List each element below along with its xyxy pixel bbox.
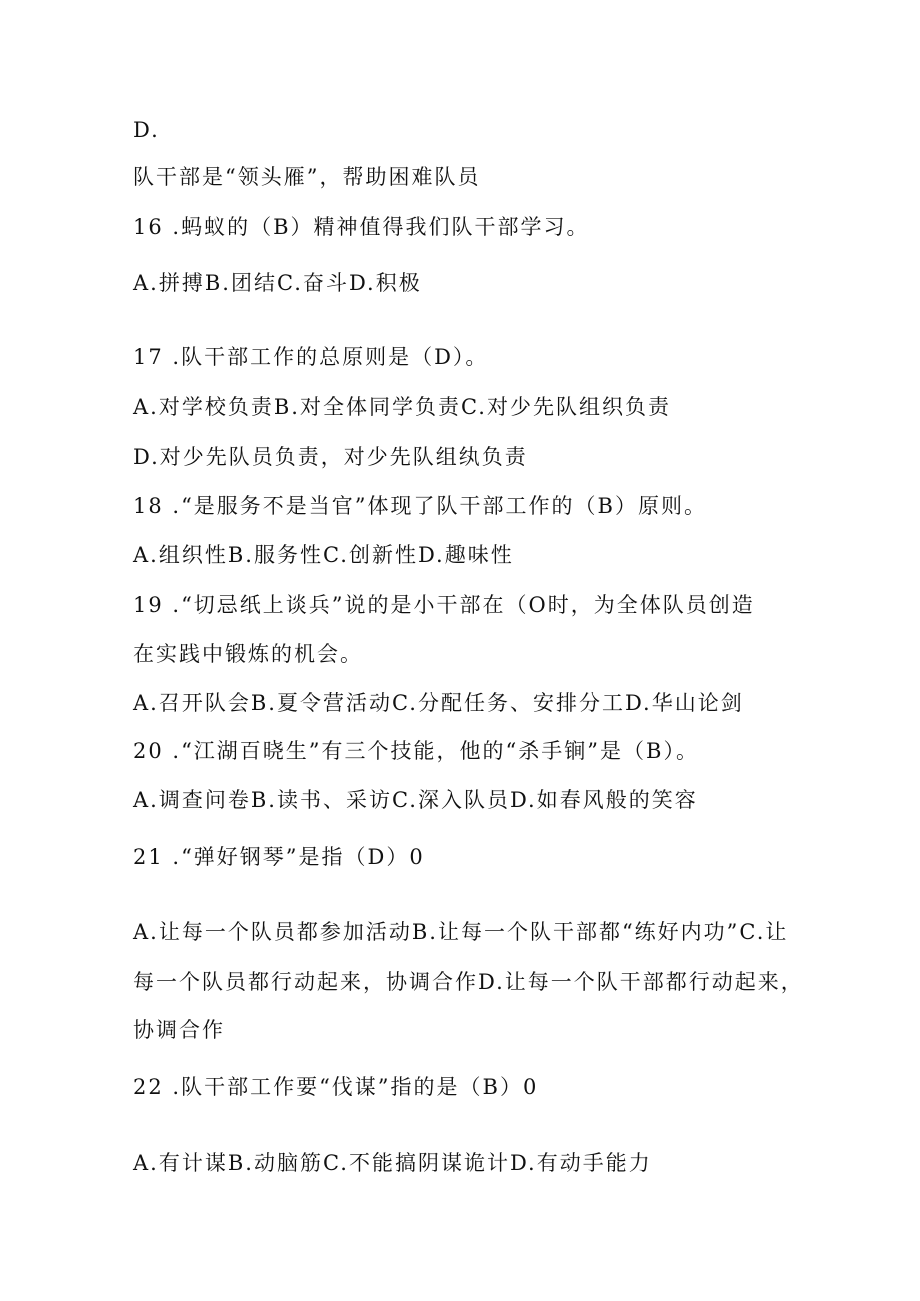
question-19-continued: 在实践中锻炼的机会。 [133, 642, 363, 666]
question-17-options-1: A.对学校负责B.对全体同学负责C.对少先队组织负责 [133, 395, 671, 419]
question-18: 18 .“是服务不是当官”体现了队干部工作的（B）原则。 [133, 494, 707, 518]
answer-text: 队干部是“领头雁”，帮助困难队员 [133, 165, 481, 189]
question-21-options-1: A.让每一个队员都参加活动B.让每一个队干部都“练好内功”C.让 [133, 920, 789, 944]
question-22-options: A.有计谋B.动脑筋C.不能搞阴谋诡计D.有动手能力 [133, 1151, 652, 1175]
question-17: 17 .队干部工作的总原则是（D）。 [133, 345, 489, 369]
question-22: 22 .队干部工作要“伐谋”指的是（B）0 [133, 1075, 539, 1099]
option-d-label: D. [133, 118, 160, 142]
question-21-options-2: 每一个队员都行动起来，协调合作D.让每一个队干部都行动起来， [133, 970, 804, 994]
question-16: 16 .蚂蚁的（B）精神值得我们队干部学习。 [133, 215, 590, 239]
question-17-options-2: D.对少先队员负责，对少先队组纨负责 [133, 445, 528, 469]
question-21: 21 .“弹好钢琴”是指（D）0 [133, 845, 425, 869]
question-20: 20 .“江湖百晓生”有三个技能，他的“杀手锏”是（B）。 [133, 739, 699, 763]
question-18-options: A.组织性B.服务性C.创新性D.趣味性 [133, 543, 514, 567]
question-19: 19 .“切忌纸上谈兵”说的是小干部在（O时，为全体队员创造 [133, 593, 755, 617]
question-20-options: A.调查问卷B.读书、采访C.深入队员D.如春风般的笑容 [133, 788, 698, 812]
question-16-options: A.拼搏B.团结C.奋斗D.积极 [133, 271, 422, 295]
question-21-options-3: 协调合作 [133, 1018, 225, 1042]
question-19-options: A.召开队会B.夏令营活动C.分配任务、安排分工D.华山论剑 [133, 691, 744, 715]
